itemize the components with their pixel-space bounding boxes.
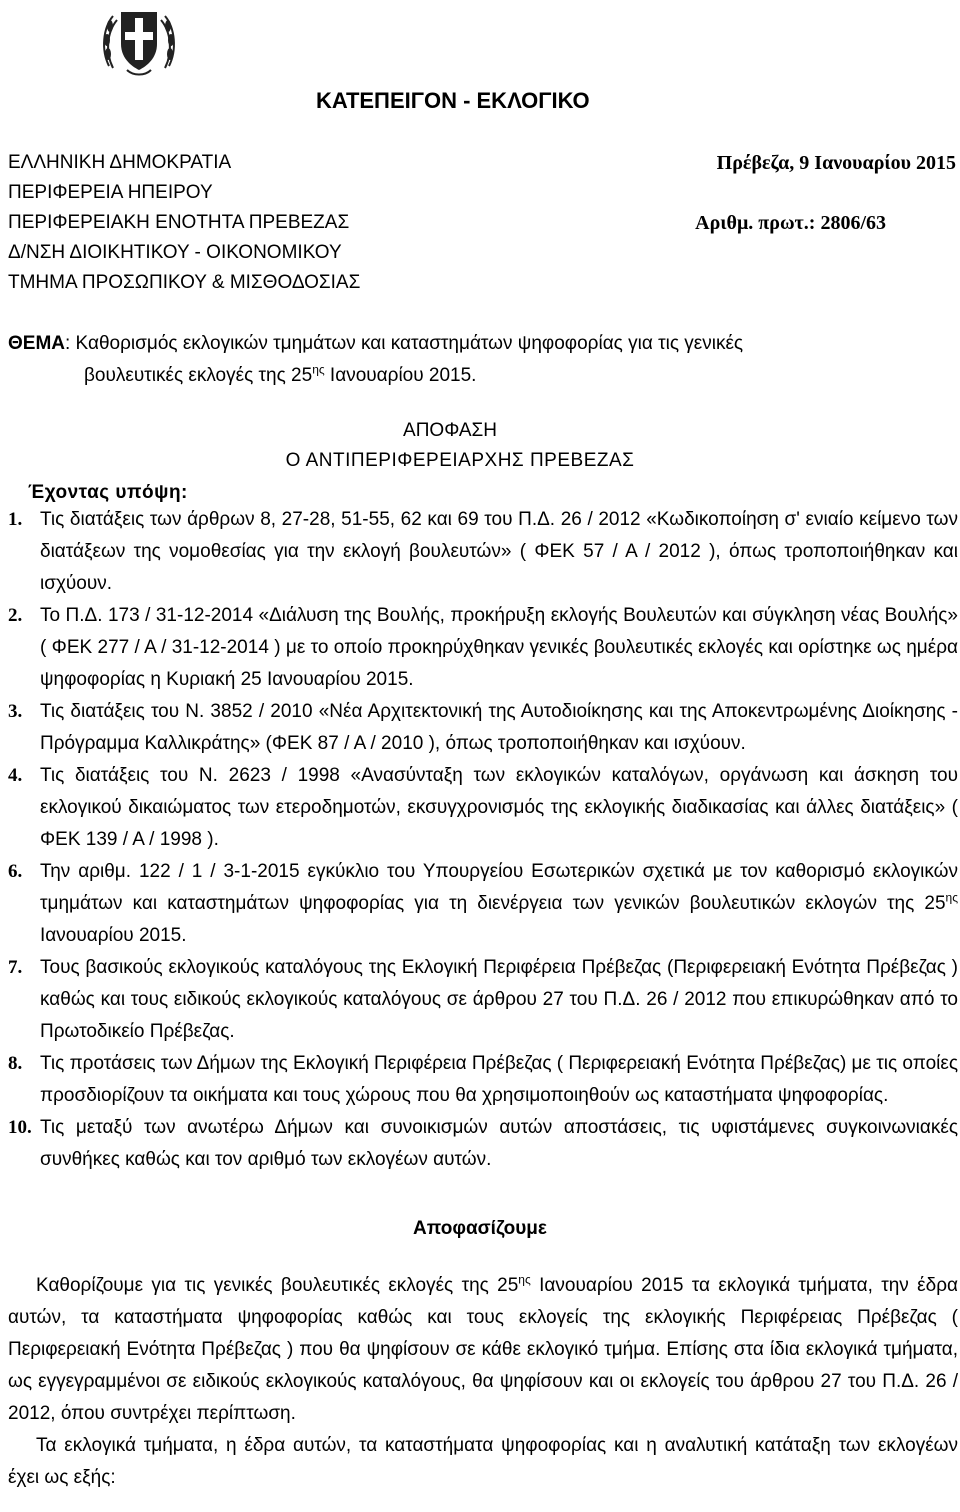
resolution-paragraph-1 xyxy=(8,1270,958,1430)
list-item xyxy=(8,856,958,952)
subject-line-2-post: Ιανουαρίου 2015. xyxy=(324,365,477,386)
protocol-value: : 2806/63 xyxy=(808,212,886,234)
letterhead-line-3: ΠΕΡΙΦΕΡΕΙΑΚΗ ΕΝΟΤΗΤΑ ΠΡΕΒΕΖΑΣ xyxy=(8,212,350,233)
considering-label: Έχοντας υπόψη: xyxy=(28,482,188,503)
item-text: Τις διατάξεις των άρθρων 8, 27-28, 51-55, 62 και 69 του Π.Δ. 26 / 2012 «Κωδικοποίηση σ' ενιαίο κείμενο των διατάξεων της νομοθεσίας για την εκλογή βουλευτών» ( ΦΕΚ 57 / Α / 2012 ), όπως τροποποιήθηκαν και ισχύουν. xyxy=(40,509,958,594)
place-date: Πρέβεζα, 9 Ιανουαρίου 2015 xyxy=(716,152,956,174)
protocol-label: Αριθμ. πρωτ. xyxy=(695,212,809,234)
letterhead-line-5: ΤΜΗΜΑ ΠΡΟΣΩΠΙΚΟΥ & ΜΙΣΘΟΔΟΣΙΑΣ xyxy=(8,272,361,293)
item-text: Τις μεταξύ των ανωτέρω Δήμων και συνοικισμών αυτών αποστάσεις, τις υφιστάμενες συγκοινωνιακές συνθήκες καθώς και τον αριθμό των εκλογέων αυτών. xyxy=(40,1117,958,1170)
item-text: Τις προτάσεις των Δήμων της Εκλογική Περιφέρεια Πρέβεζας ( Περιφερειακή Ενότητα Πρέβεζας) με τις οποίες προσδιορίζουν τα οικήματα και τους χώρους που θα χρησιμοποιηθούν ως καταστήματα ψηφοφορίας. xyxy=(40,1053,958,1106)
item-number: 3. xyxy=(8,701,23,722)
resolution-heading: Αποφασίζουμε xyxy=(413,1218,547,1239)
urgent-election-title: ΚΑΤΕΠΕΙΓΟΝ - ΕΚΛΟΓΙΚΟ xyxy=(316,88,590,113)
decision-title: ΑΠΟΦΑΣΗ xyxy=(403,420,497,441)
item-number: 1. xyxy=(8,509,23,530)
item-text-sup: ης xyxy=(945,890,958,905)
resolution-p1-sup: ης xyxy=(518,1272,531,1287)
list-item xyxy=(8,696,958,760)
subject-block xyxy=(8,328,956,392)
subject-label: ΘΕΜΑ xyxy=(8,333,65,354)
letterhead-line-4: Δ/ΝΣΗ ΔΙΟΙΚΗΤΙΚΟΥ - ΟΙΚΟΝΟΜΙΚΟΥ xyxy=(8,242,342,263)
item-text-pre: Την αριθμ. 122 / 1 / 3-1-2015 εγκύκλιο του Υπουργείου Εσωτερικών σχετικά με τον καθορισμό εκλογικών τμημάτων και καταστημάτων ψηφοφορίας για τη διενέργεια των γενικών βουλευτικών εκλογών της 25 xyxy=(40,861,958,914)
item-number: 2. xyxy=(8,605,23,626)
protocol-number xyxy=(695,208,956,238)
subject-line-1: : Καθορισμός εκλογικών τμημάτων και καταστημάτων ψηφοφορίας για τις γενικές xyxy=(65,333,744,354)
decision-authority: Ο ΑΝΤΙΠΕΡΙΦΕΡΕΙΑΡΧΗΣ ΠΡΕΒΕΖΑΣ xyxy=(285,450,635,471)
subject-line-2-sup: ης xyxy=(312,362,325,377)
letterhead-line-2: ΠΕΡΙΦΕΡΕΙΑ ΗΠΕΙΡΟΥ xyxy=(8,182,213,203)
greek-coat-of-arms-icon xyxy=(99,6,179,78)
item-text xyxy=(40,856,958,952)
item-number: 7. xyxy=(8,957,23,978)
letterhead-line-1: ΕΛΛΗΝΙΚΗ ΔΗΜΟΚΡΑΤΙΑ xyxy=(8,152,232,173)
resolution-paragraph-2: Τα εκλογικά τμήματα, η έδρα αυτών, τα καταστήματα ψηφοφορίας και η αναλυτική κατάταξη των εκλογέων έχει ως εξής: xyxy=(8,1435,958,1488)
item-number: 10. xyxy=(8,1117,32,1138)
item-number: 4. xyxy=(8,765,23,786)
item-text: Τους βασικούς εκλογικούς καταλόγους της Εκλογική Περιφέρεια Πρέβεζας (Περιφερειακή Ενότητα Πρέβεζας ) καθώς και τους ειδικούς εκλογικούς καταλόγους σε άρθρου 27 του Π.Δ. 26 / 2012 που επικυρώθηκαν από το Πρωτοδικείο Πρέβεζας. xyxy=(40,957,958,1042)
item-text-post: Ιανουαρίου 2015. xyxy=(40,925,187,946)
item-text: Τις διατάξεις του Ν. 2623 / 1998 «Ανασύνταξη των εκλογικών καταλόγων, οργάνωση και άσκηση του εκλογικού δικαιώματος των ετεροδημοτών, εκσυγχρονισμός της εκλογικής διαδικασίας και άλλες διατάξεις» ( ΦΕΚ 139 / Α / 1998 ). xyxy=(40,765,958,850)
item-text: Τις διατάξεις του Ν. 3852 / 2010 «Νέα Αρχιτεκτονική της Αυτοδιοίκησης και της Αποκεντρωμένης Διοίκησης - Πρόγραμμα Καλλικράτης» (ΦΕΚ 87 / Α / 2010 ), όπως τροποποιήθηκαν και ισχύουν. xyxy=(40,701,958,754)
subject-line-2-pre: βουλευτικές εκλογές της 25 xyxy=(84,365,313,386)
list-item xyxy=(8,1112,958,1176)
considerations-list xyxy=(8,504,958,1176)
list-item xyxy=(8,760,958,856)
item-number: 6. xyxy=(8,861,23,882)
letterhead xyxy=(8,148,956,298)
resolution-body xyxy=(8,1270,958,1494)
list-item xyxy=(8,952,958,1048)
resolution-p1-pre: Καθορίζουμε για τις γενικές βουλευτικές εκλογές της 25 xyxy=(36,1275,519,1296)
decision-heading xyxy=(0,416,960,476)
item-text: Το Π.Δ. 173 / 31-12-2014 «Διάλυση της Βουλής, προκήρυξη εκλογής Βουλευτών και σύγκληση νέας Βουλής» ( ΦΕΚ 277 / Α / 31-12-2014 ) με το οποίο προκηρύχθηκαν γενικές βουλευτικές εκλογές και ορίστηκε ως ημέρα ψηφοφορίας η Κυριακή 25 Ιανουαρίου 2015. xyxy=(40,605,958,690)
list-item xyxy=(8,600,958,696)
list-item xyxy=(8,504,958,600)
list-item xyxy=(8,1048,958,1112)
resolution-p1-post: Ιανουαρίου 2015 τα εκλογικά τμήματα, την έδρα αυτών, τα καταστήματα ψηφοφορίας καθώς και τους εκλογείς της εκλογικής Περιφέρειας Πρέβεζας ( Περιφερειακή Ενότητα Πρέβεζας ) που θα ψηφίσουν σε κάθε εκλογικό τμήμα. Επίσης στα ίδια εκλογικά τμήματα, ως εγγεγραμμένοι σε ειδικούς εκλογικούς καταλόγους, θα ψηφίσουν και οι εκλογείς του άρθρου 27 του Π.Δ. 26 / 2012, όπου συντρέχει περίπτωση. xyxy=(8,1275,958,1424)
item-number: 8. xyxy=(8,1053,23,1074)
